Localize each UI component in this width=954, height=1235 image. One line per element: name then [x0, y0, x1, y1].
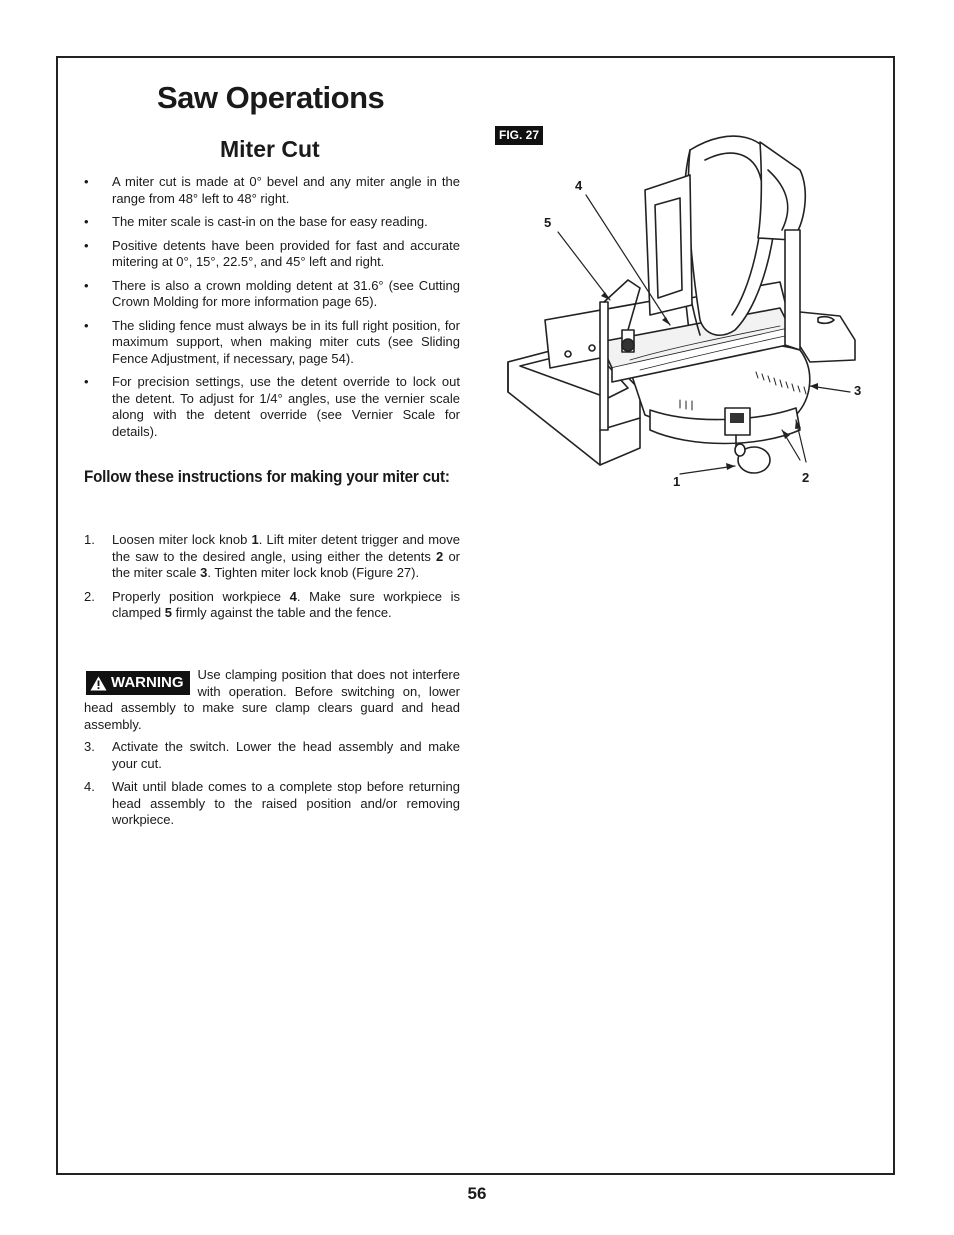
list-item: • Positive detents have been provided for fast and accurate mitering at 0°, 15°, 22.5°, and 45° left and right.: [84, 238, 460, 271]
list-item: • For precision settings, use the detent override to lock out the detent. To adjust for 1/4° angles, use the vernier scale along with the detent override (see Vernier Scale for details).: [84, 374, 460, 440]
section-title: Miter Cut: [220, 136, 320, 162]
callout-ref: 4: [289, 588, 297, 604]
callout-ref: 2: [436, 548, 444, 564]
step-number: 4.: [84, 779, 95, 794]
step-text: . Tighten miter lock knob (Figure 27).: [207, 565, 420, 580]
step-number: 3.: [84, 739, 95, 754]
step-number: 1.: [84, 532, 95, 547]
step-1: [84, 532, 460, 582]
callout-ref: 5: [164, 605, 172, 620]
instructions-heading: Follow these instructions for making your miter cut:: [84, 468, 450, 486]
list-item: • There is also a crown molding detent at 31.6° (see Cutting Crown Molding for more information page 65).: [84, 278, 460, 311]
step-3: [84, 739, 460, 772]
step-text: or the miter scale: [112, 548, 460, 580]
warning-badge: [86, 671, 190, 695]
step-2: [84, 589, 460, 622]
bullet-list: [84, 174, 460, 447]
callout-1: 1: [673, 474, 681, 489]
callout-ref: 1: [251, 532, 259, 547]
step-text: . Lift miter detent trigger and move the saw to the desired angle, using either the detents: [112, 532, 461, 564]
callout-2: 2: [802, 470, 810, 485]
callout-4: 4: [575, 178, 583, 193]
steps-list: [84, 532, 460, 629]
warning-block: [84, 667, 460, 733]
step-text: Wait until blade comes to a complete stop before returning head assembly to the raised position and/or removing workpiece.: [112, 779, 460, 827]
callout-3: 3: [854, 383, 862, 398]
warning-triangle-icon: [90, 676, 107, 691]
step-text: Loosen miter lock knob: [112, 532, 252, 547]
step-number: 2.: [84, 588, 95, 604]
step-4: [84, 779, 460, 829]
step-text: . Make sure workpiece is clamped: [112, 588, 460, 620]
miter-saw-figure: [500, 130, 880, 500]
warning-text: Use clamping position that does not interfere with operation. Before switching on, lower head assembly to make sure clamp clears guard and head assembly.: [84, 667, 460, 732]
step-text: firmly against the table and the fence.: [171, 605, 392, 620]
page-number: 56: [467, 1184, 487, 1203]
step-text: Properly position workpiece: [112, 588, 290, 604]
page-title: Saw Operations: [157, 80, 385, 115]
list-item: • A miter cut is made at 0° bevel and any miter angle in the range from 48° left to 48° right.: [84, 174, 460, 207]
warning-label: WARNING: [111, 674, 184, 691]
list-item: • The miter scale is cast-in on the base for easy reading.: [84, 214, 460, 231]
callout-5: 5: [544, 215, 552, 230]
figure-label: FIG. 27: [495, 126, 543, 145]
step-text: Activate the switch. Lower the head assembly and make your cut.: [112, 739, 460, 771]
steps-list-continued: [84, 739, 460, 836]
miter-saw-illustration: [500, 130, 880, 500]
list-item: • The sliding fence must always be in its full right position, for maximum support, when making miter cuts (see Sliding Fence Adjustment, if necessary, page 54).: [84, 318, 460, 368]
callout-ref: 3: [200, 565, 208, 580]
